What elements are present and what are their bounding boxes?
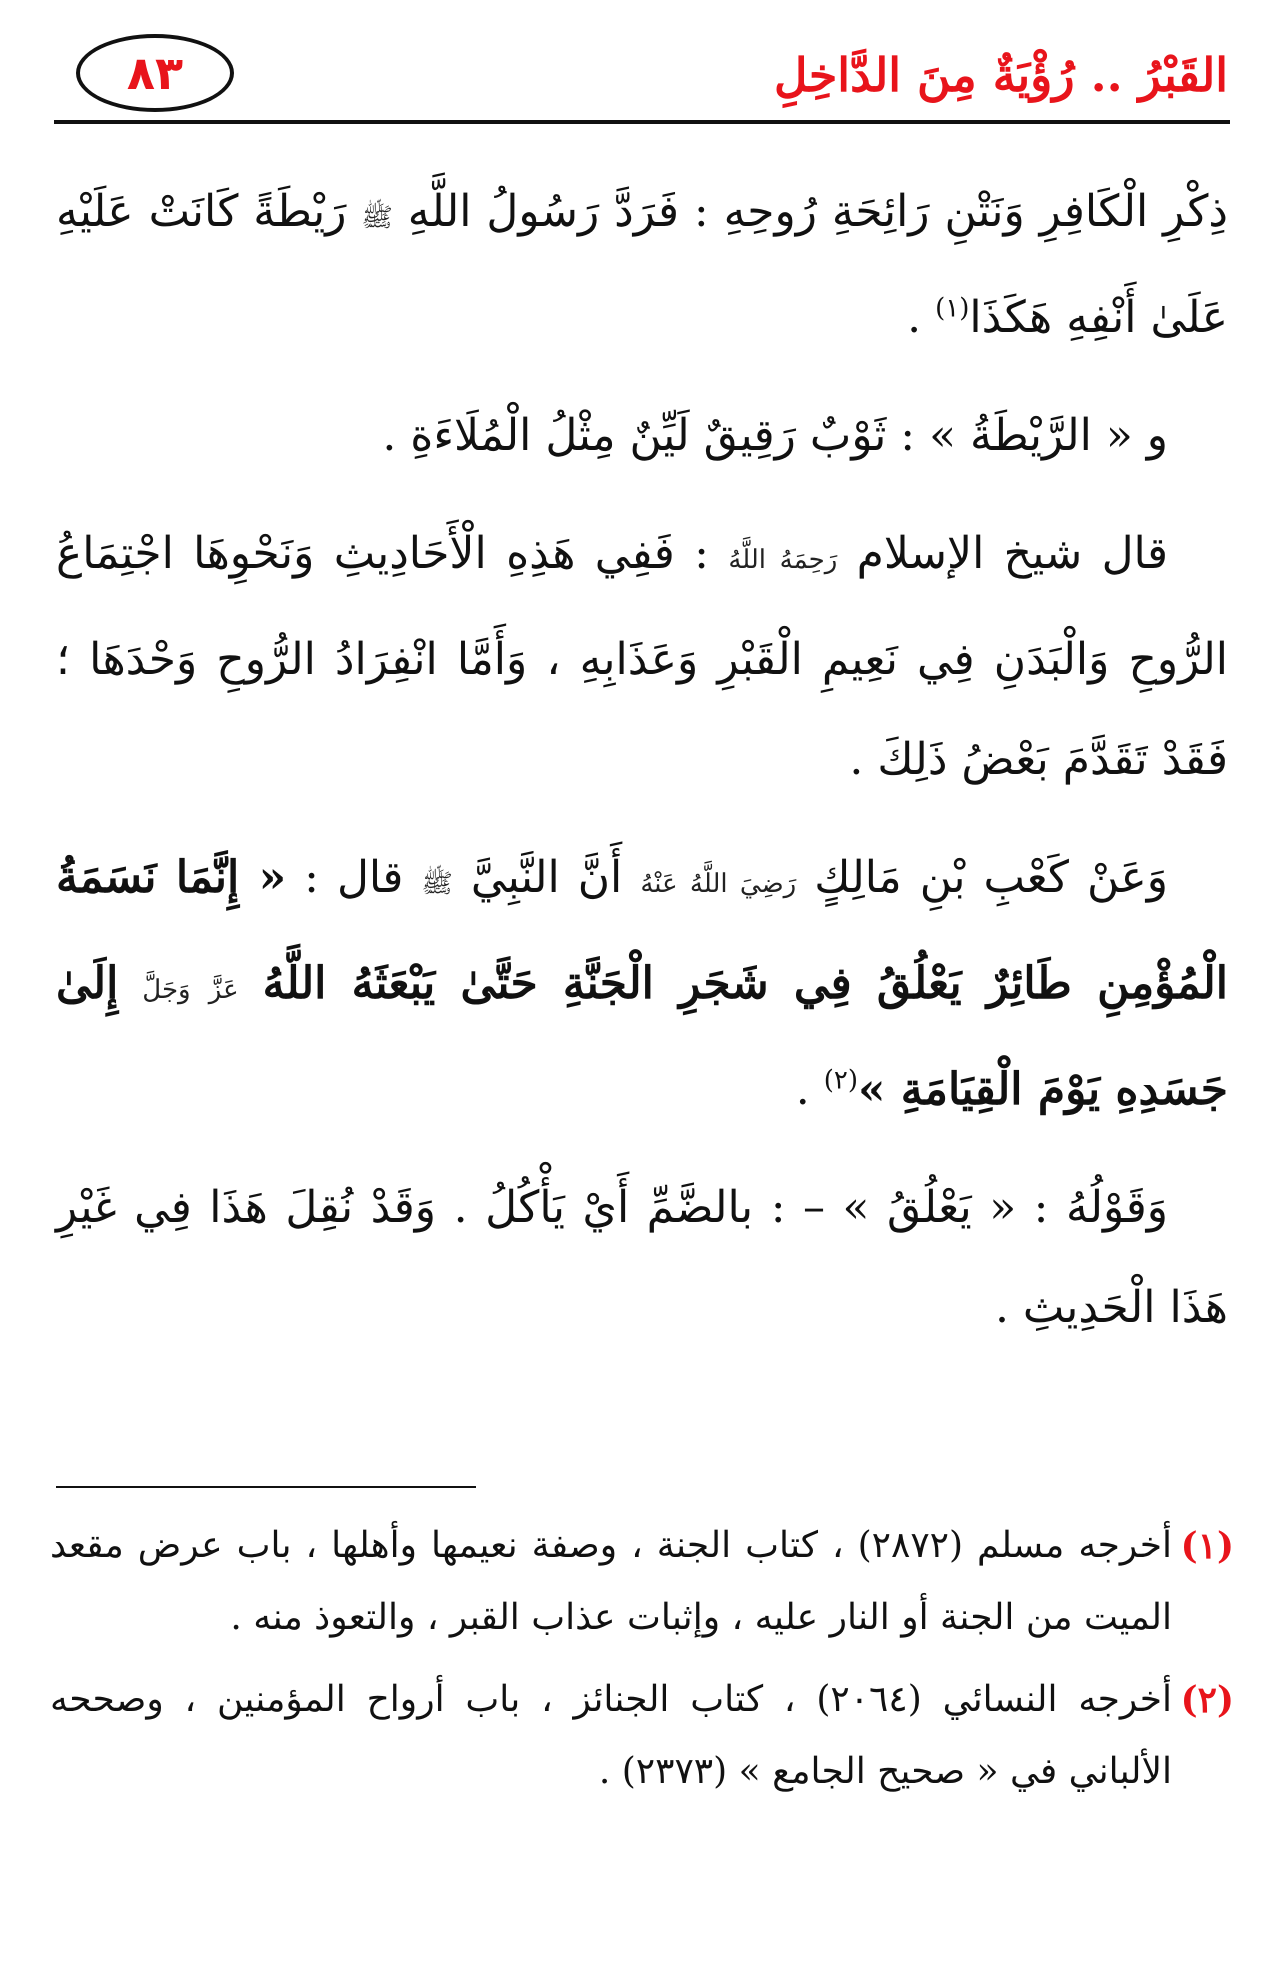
paragraph-end: . (795, 1064, 824, 1115)
footnote-number: (٢) (1180, 1679, 1234, 1721)
hadith-text: « إِنَّمَا نَسَمَةُ الْمُؤْمِنِ طَائِرٌ يَعْلُقُ فِي شَجَرِ الْجَنَّةِ حَتَّىٰ يَبْعَثَهُ اللَّهُ (56, 852, 1228, 1009)
hadith-text: إِلَىٰ جَسَدِهِ يَوْمَ الْقِيَامَةِ » (56, 958, 1228, 1115)
paragraph-4 (56, 828, 1228, 1140)
footnote-divider (56, 1486, 476, 1488)
paragraph-text: : فَفِي هَذِهِ الْأَحَادِيثِ وَنَحْوِهَا اجْتِمَاعُ الرُّوحِ وَالْبَدَنِ فِي نَعِيمِ الْقَبْرِ وَعَذَابِهِ ، وَأَمَّا انْفِرَادُ الرُّوحِ وَحْدَهَا ؛ فَقَدْ تَقَدَّمَ بَعْضُ ذَلِكَ . (56, 528, 1228, 785)
running-title: القَبْرُ .. رُؤْيَةٌ مِنَ الدَّاخِلِ (774, 48, 1228, 102)
paragraph-text: قال : (304, 852, 404, 903)
footnote-text: أخرجه النسائي (٢٠٦٤) ، كتاب الجنائز ، باب أرواح المؤمنين ، وصححه الألباني في « صحيح الجامع » (٢٣٧٣) . (50, 1679, 1172, 1792)
paragraph-text: ذِكْرِ الْكَافِرِ وَنَتْنِ رَائِحَةِ رُوحِهِ : فَرَدَّ رَسُولُ اللَّهِ (407, 186, 1228, 237)
honorific-glyph: ﷺ (361, 203, 393, 233)
paragraph-2 (56, 386, 1228, 486)
page-number-badge: ٨٣ (76, 34, 234, 112)
honorific-glyph: رَضِيَ اللَّهُ عَنْهُ (640, 869, 797, 899)
paragraph-end: . (907, 292, 936, 343)
footnote-2 (50, 1664, 1234, 1808)
footnote-ref: (٢) (823, 1065, 858, 1096)
footnotes (50, 1510, 1234, 1818)
footnote-ref: (١) (935, 293, 970, 324)
honorific-glyph: عَزَّ وَجَلَّ (142, 975, 239, 1005)
honorific-glyph: ﷺ (421, 869, 453, 899)
paragraph-text: وَقَوْلُهُ : « يَعْلُقُ » – : بالضَّمِّ أَيْ يَأْكُلُ . وَقَدْ نُقِلَ هَذَا فِي غَيْرِ هَذَا الْحَدِيثِ . (56, 1182, 1228, 1333)
page-header (54, 34, 1230, 118)
paragraph-5 (56, 1158, 1228, 1358)
paragraph-text: أَنَّ النَّبِيَّ (470, 852, 623, 903)
honorific-glyph: رَحِمَهُ اللَّهُ (728, 545, 838, 575)
main-text (56, 162, 1228, 1376)
footnote-1 (50, 1510, 1234, 1654)
paragraph-text: و « الرَّيْطَةُ » : ثَوْبٌ رَقِيقٌ لَيِّنٌ مِثْلُ الْمُلَاءَةِ . (382, 410, 1168, 461)
header-divider (54, 120, 1230, 124)
paragraph-text: قال شيخ الإسلام (856, 528, 1168, 579)
paragraph-1 (56, 162, 1228, 368)
paragraph-text: وَعَنْ كَعْبِ بْنِ مَالِكٍ (814, 852, 1168, 903)
footnote-number: (١) (1180, 1525, 1234, 1567)
paragraph-text: رَيْطَةً كَانَتْ عَلَيْهِ عَلَىٰ أَنْفِهِ هَكَذَا (56, 186, 1228, 343)
footnote-text: أخرجه مسلم (٢٨٧٢) ، كتاب الجنة ، وصفة نعيمها وأهلها ، باب عرض مقعد الميت من الجنة أو النار عليه ، وإثبات عذاب القبر ، والتعوذ منه . (50, 1525, 1172, 1638)
paragraph-3 (56, 504, 1228, 810)
